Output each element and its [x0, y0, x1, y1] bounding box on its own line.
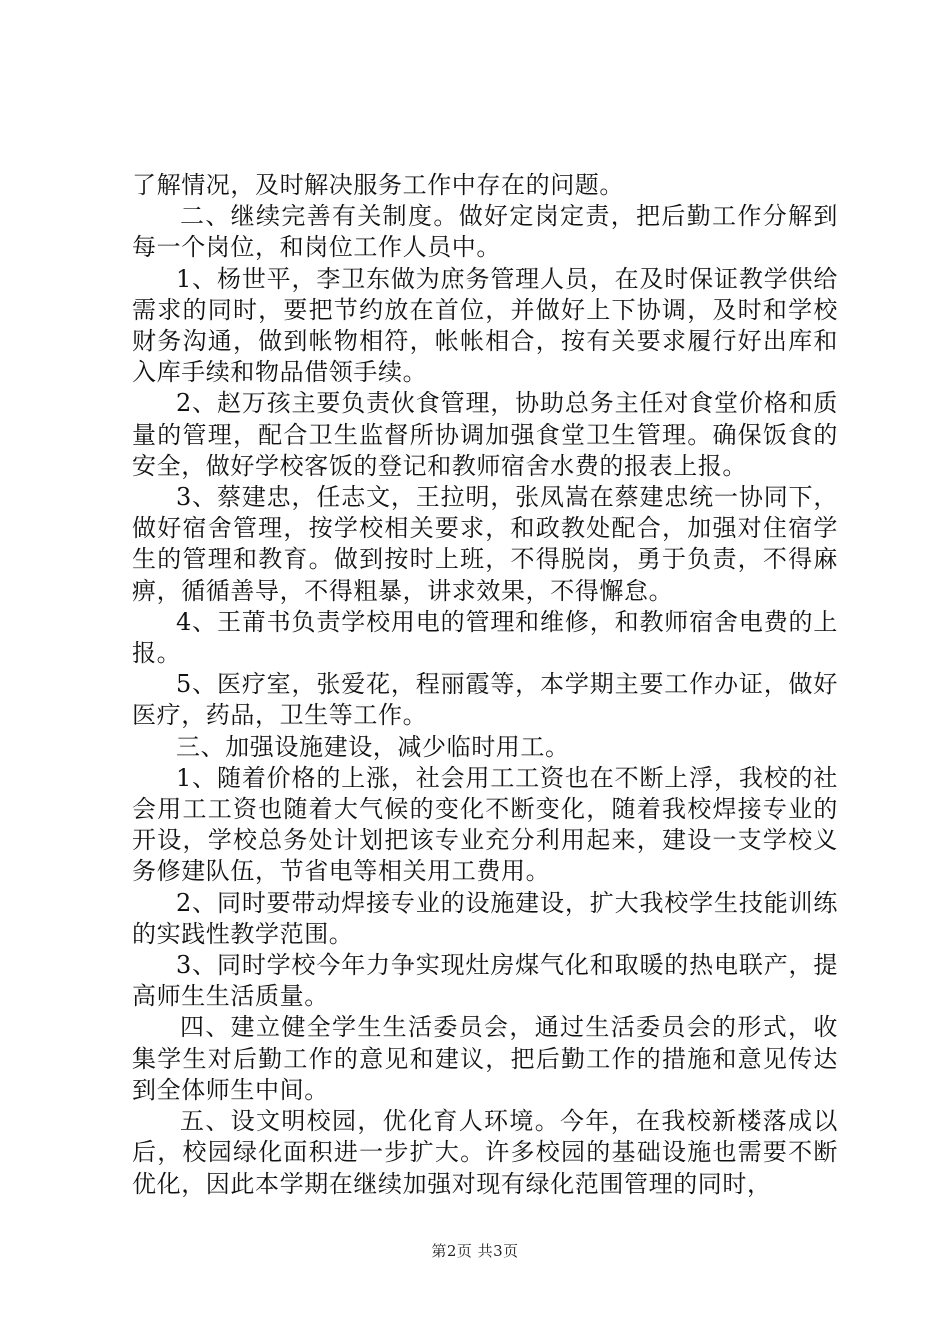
document-body: [132, 170, 838, 1200]
paragraph: 了解情况，及时解决服务工作中存在的问题。: [132, 171, 624, 199]
paragraph: 五、设文明校园，优化育人环境。今年，在我校新楼落成以后，校园绿化面积进一步扩大。许多校园的基础设施也需要不断优化，因此本学期在继续加强对现有绿化范围管理的同时，: [132, 1107, 838, 1198]
paragraph: 3、蔡建忠，任志文，王拉明，张凤嵩在蔡建忠统一协同下，做好宿舍管理，按学校相关要求，和政教处配合，加强对住宿学生的管理和教育。做到按时上班，不得脱岗，勇于负责，不得麻痹，循循善导，不得粗暴，讲求效果，不得懈怠。: [132, 483, 838, 605]
page-number-footer: 第2页 共3页: [431, 1242, 519, 1260]
paragraph: 4、王莆书负责学校用电的管理和维修，和教师宿舍电费的上报。: [132, 607, 838, 668]
paragraph: 1、随着价格的上涨，社会用工工资也在不断上浮，我校的社会用工工资也随着大气候的变化不断变化，随着我校焊接专业的开设，学校总务处计划把该专业充分利用起来，建设一支学校义务修建队伍，节省电等相关用工费用。: [132, 763, 838, 886]
paragraph: 四、建立健全学生生活委员会，通过生活委员会的形式，收集学生对后勤工作的意见和建议，把后勤工作的措施和意见传达到全体师生中间。: [132, 1013, 838, 1104]
paragraph: 二、继续完善有关制度。做好定岗定责，把后勤工作分解到每一个岗位，和岗位工作人员中。: [132, 202, 838, 262]
paragraph: 2、同时要带动焊接专业的设施建设，扩大我校学生技能训练的实践性教学范围。: [132, 888, 838, 948]
paragraph: 1、杨世平，李卫东做为庶务管理人员，在及时保证教学供给需求的同时，要把节约放在首位，并做好上下协调，及时和学校财务沟通，做到帐物相符，帐帐相合，按有关要求履行好出库和入库手续和物品借领手续。: [132, 264, 838, 387]
paragraph: 2、赵万孩主要负责伙食管理，协助总务主任对食堂价格和质量的管理，配合卫生监督所协调加强食堂卫生管理。确保饭食的安全，做好学校客饭的登记和教师宿舍水费的报表上报。: [132, 389, 838, 480]
paragraph: 3、同时学校今年力争实现灶房煤气化和取暖的热电联产，提高师生生活质量。: [132, 951, 838, 1011]
paragraph: 5、医疗室，张爱花，程丽霞等，本学期主要工作办证，做好医疗，药品，卫生等工作。: [132, 670, 838, 730]
paragraph: 三、加强设施建设，减少临时用工。: [176, 732, 570, 761]
